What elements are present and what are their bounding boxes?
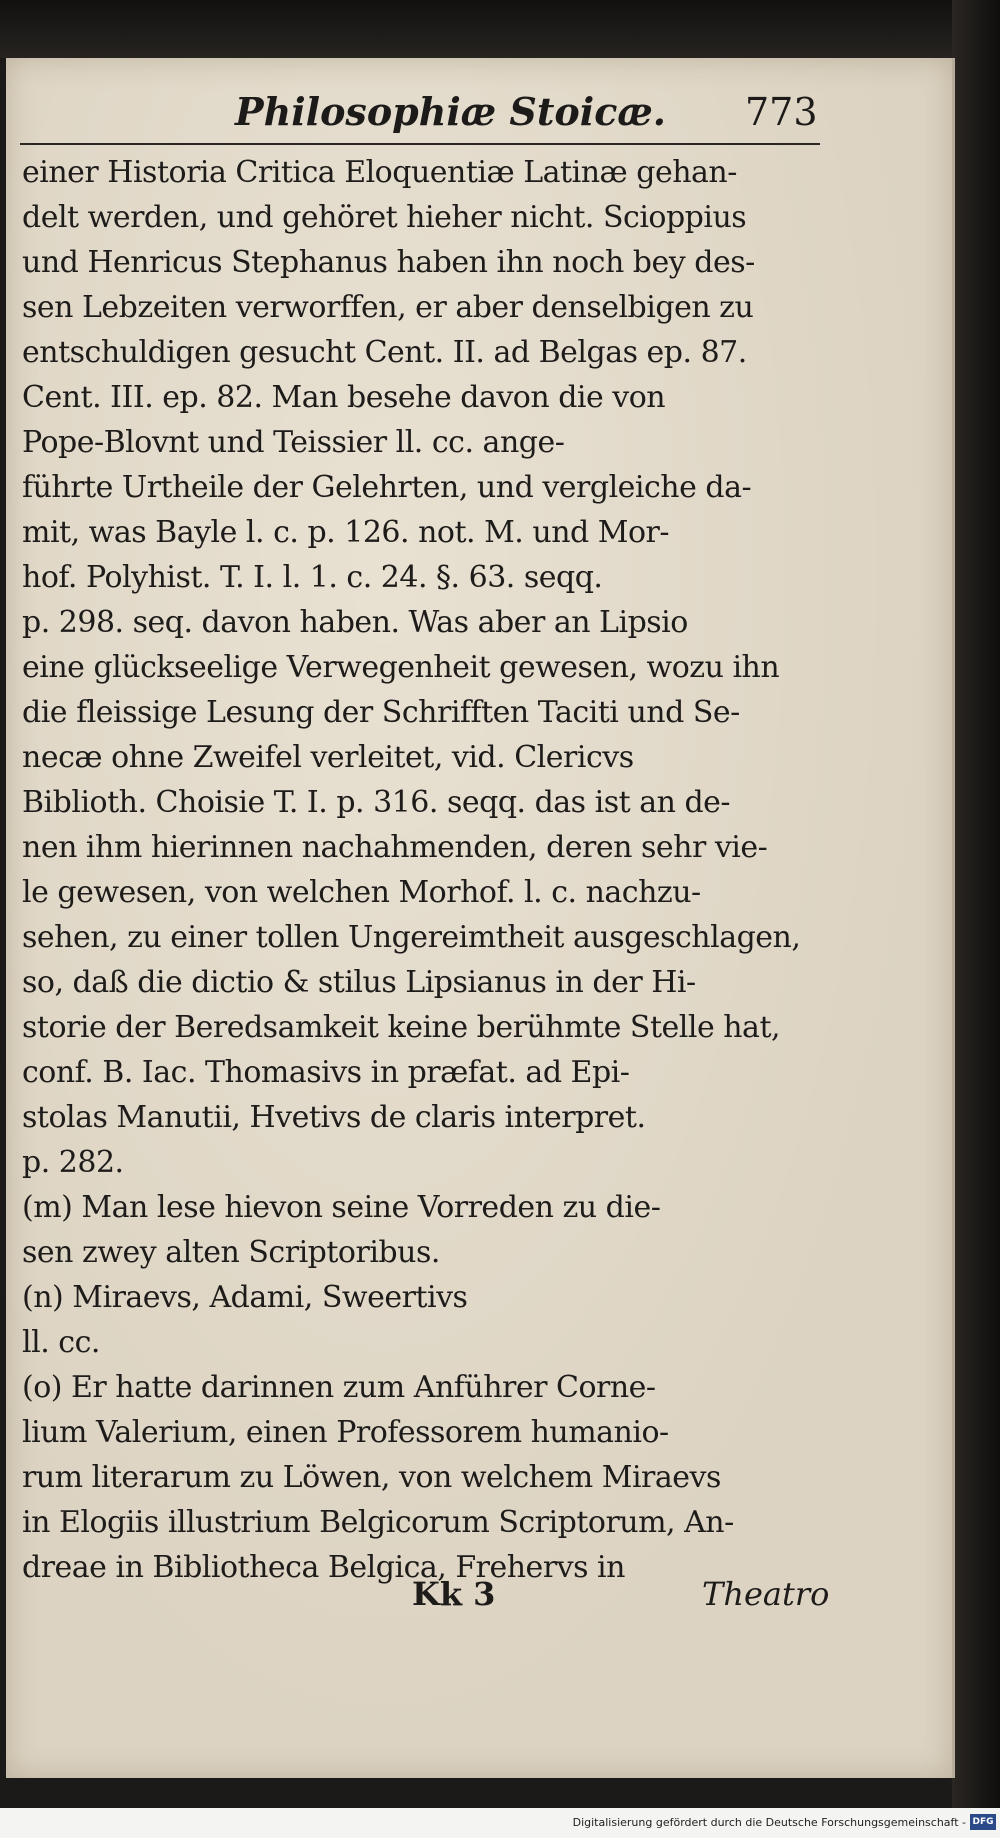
text-line: stolas Manutii, Hvetivs de claris interpret. [22, 1100, 646, 1135]
scan-background-right [952, 0, 1000, 1838]
text-line: delt werden, und gehöret hieher nicht. Scioppius [22, 200, 747, 235]
text-line: und Henricus Stephanus haben ihn noch bey des- [22, 245, 755, 280]
text-line: storie der Beredsamkeit keine berühmte Stelle hat, [22, 1010, 781, 1045]
text-line: mit, was Bayle l. c. p. 126. not. M. und Mor- [22, 515, 670, 550]
credit-text: Digitalisierung gefördert durch die Deutsche Forschungsgemeinschaft - [572, 1816, 966, 1829]
scan-background-top [0, 0, 1000, 58]
text-line: le gewesen, von welchen Morhof. l. c. nachzu- [22, 875, 701, 910]
footnote-o-line: (o) Er hatte darinnen zum Anführer Corne- [22, 1370, 656, 1405]
text-line: einer Historia Critica Eloquentiæ Latinæ gehan- [22, 155, 737, 190]
text-line: sen Lebzeiten verworffen, er aber denselbigen zu [22, 290, 754, 325]
page-header [20, 82, 820, 142]
page-footer [22, 1572, 832, 1617]
signature-mark: Kk 3 [412, 1575, 496, 1613]
catchword: Theatro [702, 1575, 830, 1613]
text-line: nen ihm hierinnen nachahmenden, deren sehr vie- [22, 830, 768, 865]
text-line: Cent. III. ep. 82. Man besehe davon die von [22, 380, 666, 415]
text-line: die fleissige Lesung der Schrifften Taciti und Se- [22, 695, 740, 730]
footnote-n-line: (n) Miraevs, Adami, Sweertivs [22, 1280, 468, 1315]
text-line: sehen, zu einer tollen Ungereimtheit ausgeschlagen, [22, 920, 801, 955]
footnote-n-line: ll. cc. [22, 1325, 100, 1360]
text-line: so, daß die dictio & stilus Lipsianus in der Hi- [22, 965, 696, 1000]
dfg-logo-icon: DFG [970, 1814, 996, 1830]
text-line: hof. Polyhist. T. I. l. 1. c. 24. §. 63. seqq. [22, 560, 603, 595]
footnote-m-line: sen zwey alten Scriptoribus. [22, 1235, 440, 1270]
text-line: p. 298. seq. davon haben. Was aber an Lipsio [22, 605, 688, 640]
text-line: entschuldigen gesucht Cent. II. ad Belgas ep. 87. [22, 335, 747, 370]
footnote-o-line: in Elogiis illustrium Belgicorum Scriptorum, An- [22, 1505, 734, 1540]
text-line: necæ ohne Zweifel verleitet, vid. Clericvs [22, 740, 634, 775]
footnote-m-line: (m) Man lese hievon seine Vorreden zu die- [22, 1190, 661, 1225]
footnote-o-line: rum literarum zu Löwen, von welchem Miraevs [22, 1460, 721, 1495]
header-rule [20, 143, 820, 145]
footnote-o-line: dreae in Bibliotheca Belgica, Frehervs in [22, 1550, 625, 1585]
digitization-credit-bar [0, 1808, 1000, 1838]
text-line: conf. B. Iac. Thomasivs in præfat. ad Epi- [22, 1055, 630, 1090]
text-line: Biblioth. Choisie T. I. p. 316. seqq. das ist an de- [22, 785, 731, 820]
text-line: führte Urtheile der Gelehrten, und vergleiche da- [22, 470, 752, 505]
text-line: eine glückseelige Verwegenheit gewesen, wozu ihn [22, 650, 780, 685]
running-title: Philosophiæ Stoicæ. [235, 89, 666, 134]
text-line: Pope-Blovnt und Teissier ll. cc. ange- [22, 425, 565, 460]
body-text [22, 150, 832, 1590]
text-line: p. 282. [22, 1145, 124, 1180]
page-number: 773 [745, 90, 818, 134]
footnote-o-line: lium Valerium, einen Professorem humanio- [22, 1415, 669, 1450]
